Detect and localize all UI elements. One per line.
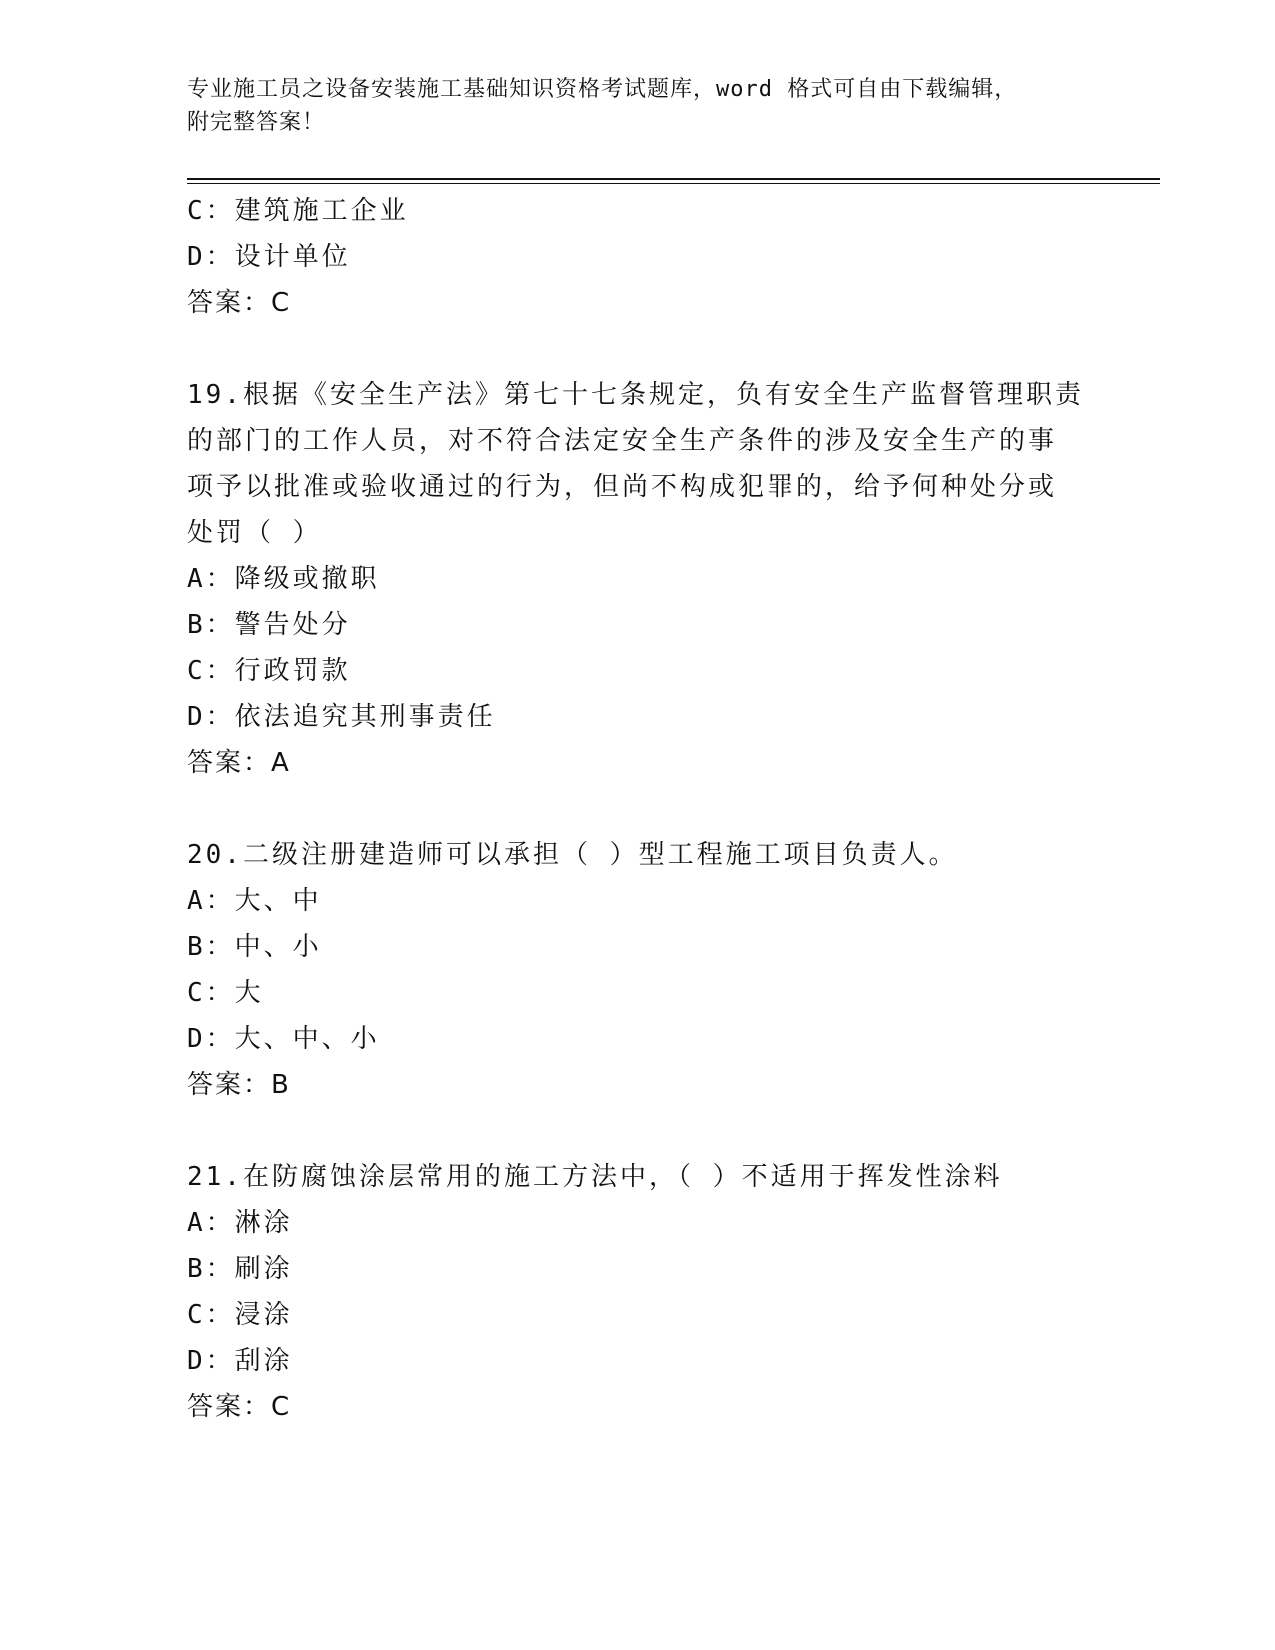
option-a: A：淋涂 bbox=[187, 1208, 293, 1238]
answer-line bbox=[187, 740, 1087, 786]
document-header bbox=[187, 73, 1067, 139]
answer-line bbox=[187, 1062, 1087, 1108]
header-divider-thick bbox=[187, 178, 1160, 180]
answer-value: B bbox=[271, 1070, 289, 1100]
question-stem-line: 21.在防腐蚀涂层常用的施工方法中，（ ）不适用于挥发性涂料 bbox=[187, 1162, 1003, 1192]
option-d: D：设计单位 bbox=[187, 242, 351, 272]
answer-line bbox=[187, 280, 1087, 326]
answer-value: C bbox=[271, 288, 290, 318]
answer-label: 答案： bbox=[187, 288, 272, 318]
header-divider-thin bbox=[187, 183, 1160, 184]
answer-label: 答案： bbox=[187, 1070, 272, 1100]
option-a: A：降级或撤职 bbox=[187, 564, 380, 594]
answer-value: C bbox=[271, 1392, 290, 1422]
option-b: B：警告处分 bbox=[187, 610, 351, 640]
question-stem-line: 19.根据《安全生产法》第七十七条规定，负有安全生产监督管理职责 bbox=[187, 380, 1084, 410]
question-stem-line: 20.二级注册建造师可以承担（ ）型工程施工项目负责人。 bbox=[187, 840, 958, 870]
header-line-2: 附完整答案！ bbox=[187, 110, 326, 135]
question-19 bbox=[187, 372, 1087, 786]
option-c: C：行政罚款 bbox=[187, 656, 351, 686]
answer-line bbox=[187, 1384, 1087, 1430]
header-line-1: 专业施工员之设备安装施工基础知识资格考试题库，word 格式可自由下载编辑， bbox=[187, 77, 1018, 102]
question-stem-line: 处罚（ ） bbox=[187, 518, 322, 548]
answer-label: 答案： bbox=[187, 1392, 272, 1422]
option-a: A：大、中 bbox=[187, 886, 322, 916]
option-b: B：刷涂 bbox=[187, 1254, 293, 1284]
question-stem-line: 项予以批准或验收通过的行为，但尚不构成犯罪的，给予何种处分或 bbox=[187, 472, 1058, 502]
question-21 bbox=[187, 1154, 1087, 1430]
option-c: C：建筑施工企业 bbox=[187, 196, 409, 226]
option-c: C：浸涂 bbox=[187, 1300, 293, 1330]
option-b: B：中、小 bbox=[187, 932, 322, 962]
answer-value: A bbox=[271, 748, 289, 778]
option-d: D：依法追究其刑事责任 bbox=[187, 702, 496, 732]
question-stem-line: 的部门的工作人员，对不符合法定安全生产条件的涉及安全生产的事 bbox=[187, 426, 1058, 456]
question-18-continuation bbox=[187, 188, 1087, 326]
question-list bbox=[187, 188, 1087, 1430]
option-d: D：刮涂 bbox=[187, 1346, 293, 1376]
question-20 bbox=[187, 832, 1087, 1108]
answer-label: 答案： bbox=[187, 748, 272, 778]
option-d: D：大、中、小 bbox=[187, 1024, 380, 1054]
option-c: C：大 bbox=[187, 978, 264, 1008]
